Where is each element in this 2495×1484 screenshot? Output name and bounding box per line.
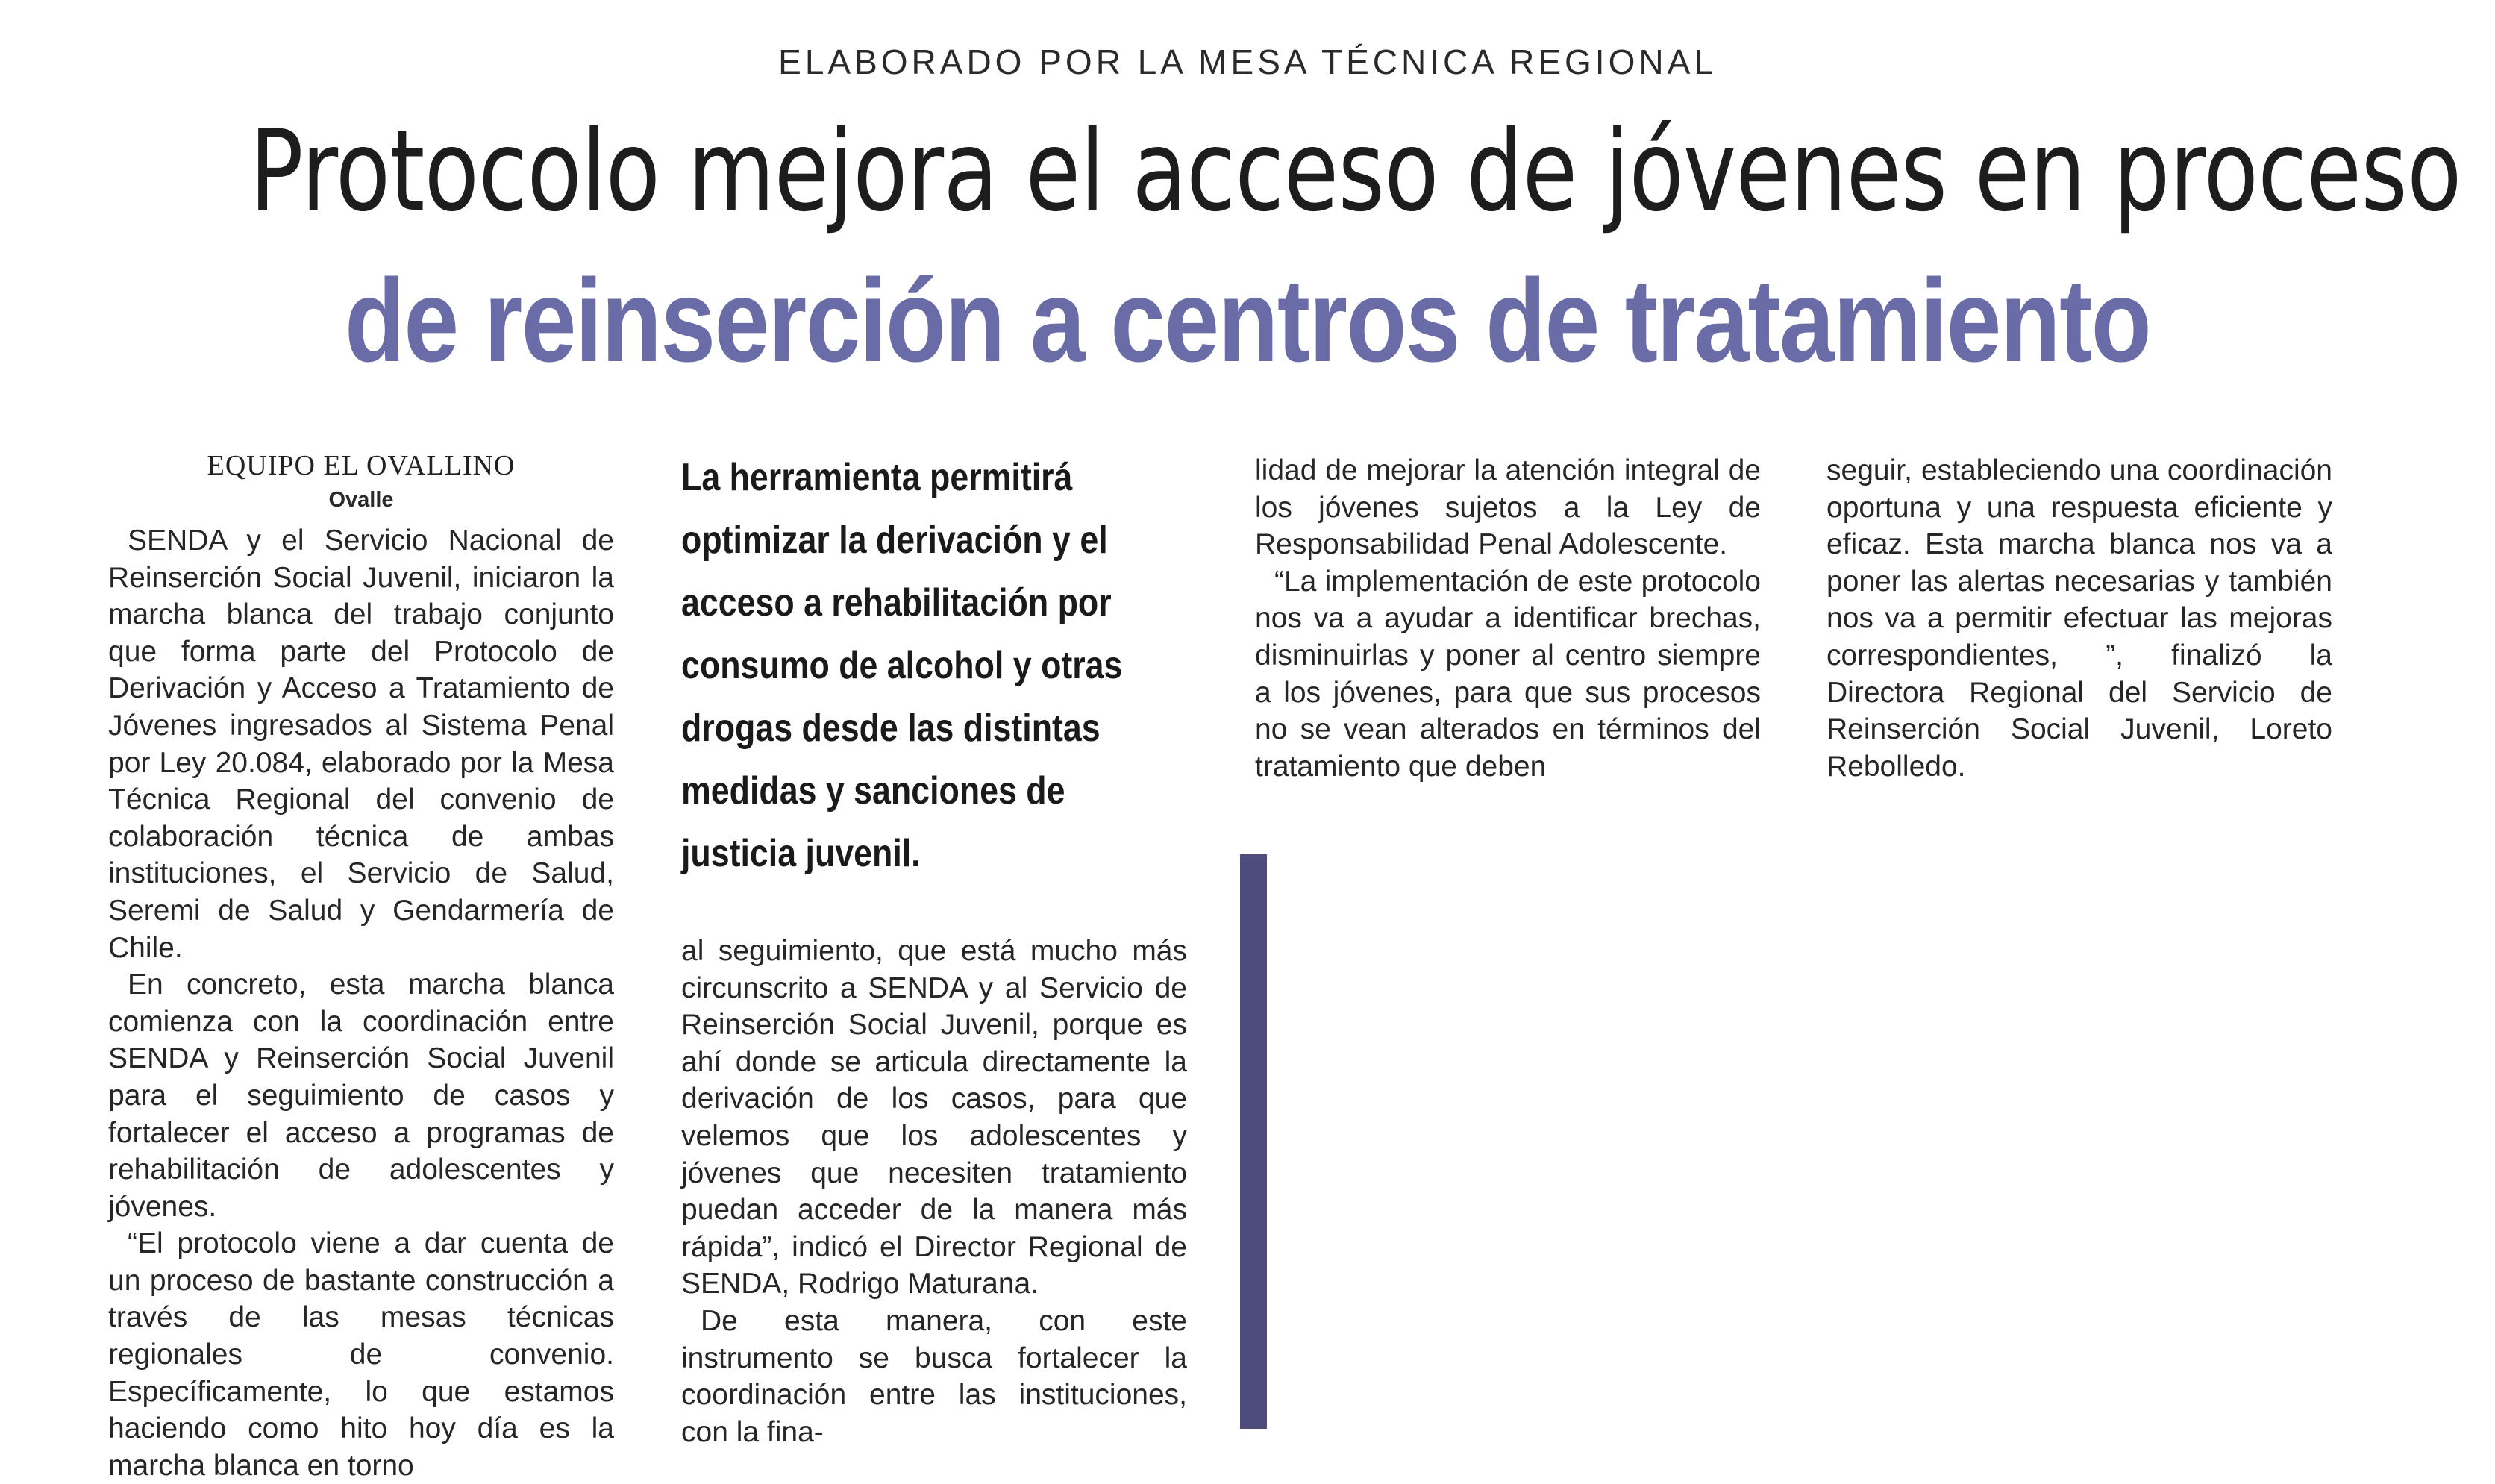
pullquote-line: drogas desde las distintas [681,707,1101,750]
column-3 [1255,452,1761,785]
paragraph: lidad de mejorar la atención integral de los jóvenes sujetos a la Ley de Responsabilidad Penal Adolescente. [1255,454,1761,561]
pullquote-line: La herramienta permitirá [681,456,1073,499]
column-2 [681,933,1187,1450]
pullquote-line: justicia juvenil. [681,832,921,875]
pullquote-line: medidas y sanciones de [681,769,1065,813]
paragraph: “La implementación de este protocolo nos va a ayudar a identificar brechas, disminuirlas y poner al centro siempre a los jóvenes, para que sus procesos no se vean alterados en términos del tratamiento que deben [1255,565,1761,783]
vertical-rule [1240,854,1267,1429]
pullquote [681,446,1203,885]
pullquote-line: acceso a rehabilitación por [681,581,1112,624]
paragraph: SENDA y el Servicio Nacional de Reinserción Social Juvenil, iniciaron la marcha blanca del trabajo conjunto que forma parte del Protocolo de Derivación y Acceso a Tratamiento de Jóvenes ingresados al Sistema Penal por Ley 20.084, elaborado por la Mesa Técnica Regional del convenio de colaboración técnica de ambas instituciones, el Servicio de Salud, Seremi de Salud y Gendarmería de Chile. [108,525,614,964]
paragraph: “El protocolo viene a dar cuenta de un proceso de bastante construcción a través de las mesas técnicas regionales de convenio. Específicamente, lo que estamos haciendo como hito hoy día es la marcha blanca en torno [108,1227,614,1482]
byline-location: Ovalle [328,488,394,512]
headline-line-2: de reinserción a centros de tratamiento [344,255,2151,386]
paragraph: seguir, estableciendo una coordinación oportuna y una respuesta eficiente y eficaz. Esta marcha blanca nos va a poner las alertas necesarias y también nos va a permitir efectuar las mejoras correspondientes, ”, finalizó la Directora Regional del Servicio de Reinserción Social Juvenil, Loreto Rebolledo. [1826,454,2332,783]
paragraph: De esta manera, con este instrumento se busca fortalecer la coordinación entre las instituciones, con la fina- [681,1304,1187,1448]
byline-author: EQUIPO EL OVALLINO [207,450,516,481]
paragraph: al seguimiento, que está mucho más circunscrito a SENDA y al Servicio de Reinserción Social Juvenil, porque es ahí donde se articula directamente la derivación de los casos, para que velemos que los adolescentes y jóvenes que necesiten tratamiento puedan acceder de la manera más rápida”, indicó el Director Regional de SENDA, Rodrigo Maturana. [681,935,1187,1300]
kicker: ELABORADO POR LA MESA TÉCNICA REGIONAL [778,43,1717,81]
headline-line-1: Protocolo mejora el acceso de jóvenes en proceso [249,107,2461,237]
column-4 [1826,452,2332,785]
column-1 [108,522,614,1484]
paragraph: En concreto, esta marcha blanca comienza con la coordinación entre SENDA y Reinserción Social Juvenil para el seguimiento de casos y fortalecer el acceso a programas de rehabilitación de adolescentes y jóvenes. [108,968,614,1223]
pullquote-line: consumo de alcohol y otras [681,644,1123,687]
pullquote-line: optimizar la derivación y el [681,519,1108,562]
